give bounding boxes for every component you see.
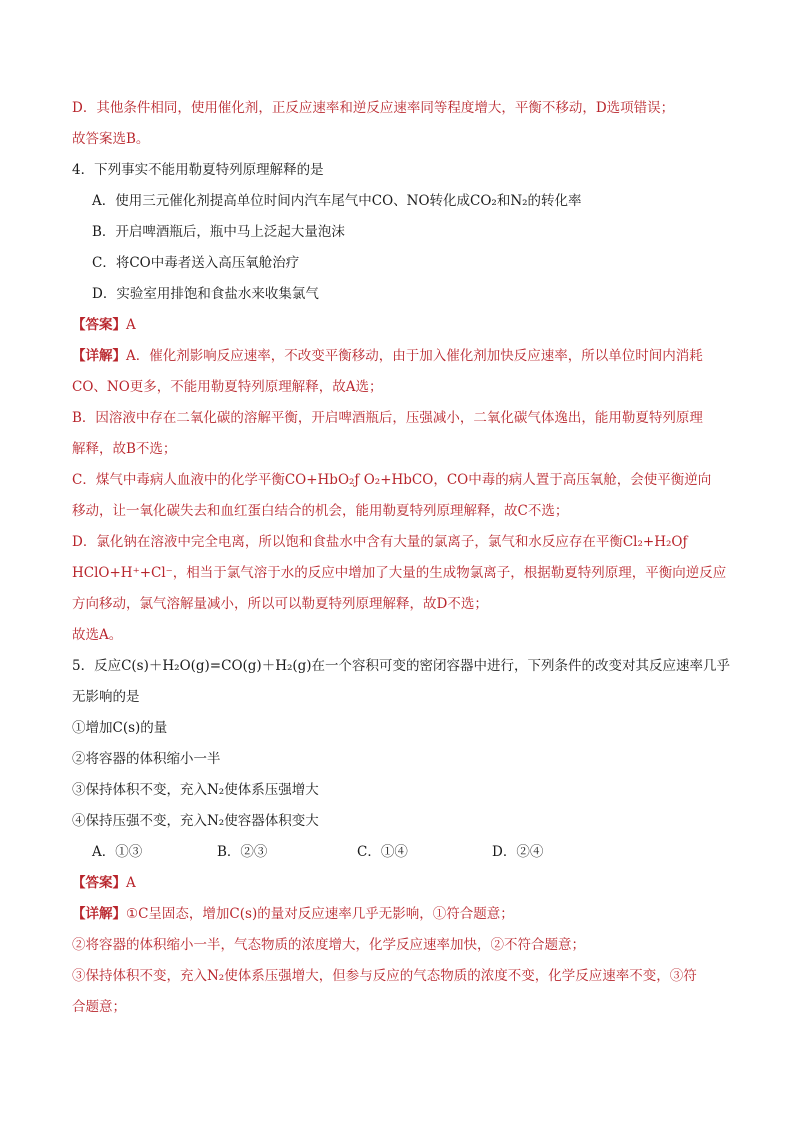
q4-option-b: B．开启啤酒瓶后，瓶中马上泛起大量泡沫	[92, 224, 345, 240]
detail-text: A．催化剂影响反应速率，不改变平衡移动，由于加入催化剂加快反应速率，所以单位时间内消耗	[126, 348, 703, 364]
q4-detail-c-line1: C．煤气中毒病人血液中的化学平衡CO+HbO₂ƒ O₂+HbCO，CO中毒的病人置于高压氧舱，会使平衡逆向	[72, 472, 712, 488]
q3-option-d-explanation: D．其他条件相同，使用催化剂，正反应速率和逆反应速率同等程度增大，平衡不移动，D选项错误；	[72, 100, 675, 116]
q5-options	[72, 837, 722, 868]
q4-option-a: A．使用三元催化剂提高单位时间内汽车尾气中CO、NO转化成CO₂和N₂的转化率	[92, 193, 582, 209]
answer-value: A	[126, 875, 136, 891]
q4-detail-b-line2: 解释，故B不选；	[72, 441, 177, 457]
q5-stem-line1: 5．反应C(s)＋H₂O(g)=CO(g)＋H₂(g)在一个容积可变的密闭容器中进行，下列条件的改变对其反应速率几乎	[72, 658, 731, 674]
detail-tag: 【详解】	[72, 348, 126, 364]
q5-detail-2: ②将容器的体积缩小一半，气态物质的浓度增大，化学反应速率加快，②不符合题意；	[72, 937, 585, 953]
q5-item-3: ③保持体积不变，充入N₂使体系压强增大	[72, 782, 319, 798]
answer-value: A	[126, 317, 136, 333]
answer-tag: 【答案】	[72, 875, 126, 891]
q5-detail-3-line1: ③保持体积不变，充入N₂使体系压强增大，但参与反应的气态物质的浓度不变，化学反应速率不变，③符	[72, 968, 697, 984]
document-page	[72, 93, 731, 1023]
q4-detail-c-line2: 移动，让一氧化碳失去和血红蛋白结合的机会，能用勒夏特列原理解释，故C不选；	[72, 503, 569, 519]
q4-detail-a-line2: CO、NO更多，不能用勒夏特列原理解释，故A选；	[72, 379, 383, 395]
q4-answer	[72, 310, 722, 341]
q5-detail-3-line2: 合题意；	[72, 999, 126, 1015]
q4-detail-a-line1	[72, 341, 722, 372]
q5-detail-1	[72, 899, 722, 930]
q5-option-c: C．①④	[357, 844, 408, 860]
q5-option-a: A．①③	[92, 844, 143, 860]
q4-option-d: D．实验室用排饱和食盐水来收集氯气	[92, 286, 319, 302]
detail-text: ①C呈固态，增加C(s)的量对反应速率几乎无影响，①符合题意；	[126, 906, 514, 922]
q5-option-b: B．②③	[217, 844, 268, 860]
q4-stem: 4．下列事实不能用勒夏特列原理解释的是	[72, 162, 324, 178]
q5-item-2: ②将容器的体积缩小一半	[72, 751, 221, 767]
q4-conclusion: 故选A。	[72, 627, 123, 643]
q4-detail-d-line1: D．氯化钠在溶液中完全电离，所以饱和食盐水中含有大量的氯离子，氯气和水反应存在平衡Cl₂+H₂Oƒ	[72, 534, 688, 550]
q5-option-d: D．②④	[492, 844, 544, 860]
q4-detail-d-line2: HClO+H⁺+Cl⁻，相当于氯气溶于水的反应中增加了大量的生成物氯离子，根据勒夏特列原理，平衡向逆反应	[72, 565, 727, 581]
q5-answer	[72, 868, 722, 899]
answer-tag: 【答案】	[72, 317, 126, 333]
q5-stem-line2: 无影响的是	[72, 689, 140, 705]
q5-item-1: ①增加C(s)的量	[72, 720, 168, 736]
q4-option-c: C．将CO中毒者送入高压氧舱治疗	[92, 255, 300, 271]
q3-conclusion: 故答案选B。	[72, 131, 150, 147]
detail-tag: 【详解】	[72, 906, 126, 922]
q4-detail-d-line3: 方向移动，氯气溶解量减小，所以可以勒夏特列原理解释，故D不选；	[72, 596, 488, 612]
q5-item-4: ④保持压强不变，充入N₂使容器体积变大	[72, 813, 319, 829]
q4-detail-b-line1: B．因溶液中存在二氧化碳的溶解平衡，开启啤酒瓶后，压强减小，二氧化碳气体逸出，能用勒夏特列原理	[72, 410, 703, 426]
